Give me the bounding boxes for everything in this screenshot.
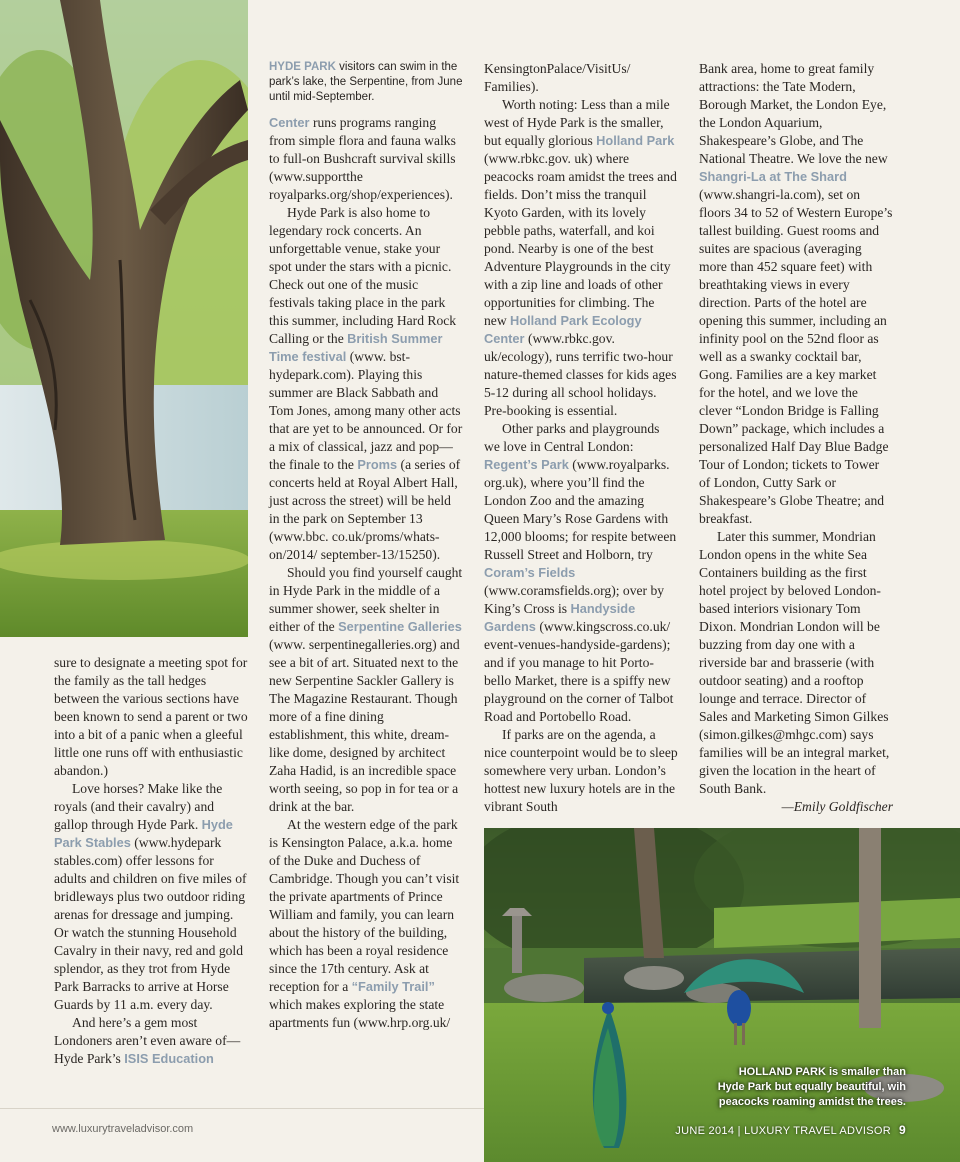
highlight-shangri-la: Shangri-La at The Shard [699,169,847,184]
highlight-corams-fields: Coram’s Fields [484,565,576,580]
paragraph [699,60,893,528]
text-run: (www. serpentinegalleries.org) and see a bit of art. Situated next to the new Serpentine Sackler Gallery is The Magazine Restaurant. Though more of a fine dining establishment, this white, dream-like dome, designed by architect Zaha Hadid, is an incredible space worth seeing, so pop in for tea or a drink at the bar. [269,637,460,814]
text-run: (www.shangri-la.com), set on floors 34 to 52 of Western Europe’s tallest building. Guest rooms and suites are spacious (averaging more than 452 square feet) with breathtaking views in every direction. Parts of the hotel are opening this summer, including an infinity pool on the 52nd floor as well as a swanky cocktail bar, Gong. Families are a key market for the hotel, and we love the clever “London Bridge is Falling Down” package, which includes a personalized Half Day Blue Badge Tour of London; tickets to Tower of London, Cutty Sark or Shakespeare’s Globe Theatre; and breakfast. [699,187,893,526]
paragraph: sure to designate a meeting spot for the family as the tall hedges between the various sections have been known to send a parent or two into a bit of a panic when a gleeful little one runs off with enthusiastic abandon.) [54,655,248,778]
highlight-proms: Proms [357,457,398,472]
highlight-holland-park-ecology: Holland Park Ecology Center [484,313,642,346]
text-run: which makes exploring the state apartments fun (www.hrp.org.uk/ [269,997,451,1030]
article-column-2 [269,114,463,1032]
garden-photo [484,828,960,1162]
paragraph [269,114,463,204]
caption-lead: HYDE PARK [269,61,336,73]
footer-issue-text: JUNE 2014 | LUXURY TRAVEL ADVISOR [675,1125,892,1137]
paragraph [269,204,463,564]
photo-caption-line: peacocks roaming amidst the trees. [718,1096,906,1108]
photo-caption-line: HOLLAND PARK is smaller than [738,1066,906,1078]
highlight-holland-park: Holland Park [596,133,675,148]
footer-url: www.luxurytraveladvisor.com [52,1123,194,1135]
text-run: Other parks and playgrounds we love in Central London: [484,421,660,454]
highlight-hyde-park-stables: Hyde Park Stables [54,817,233,850]
caption-hyde-park [269,60,484,105]
text-run: (www. bst-hydepark.com). Playing this summer are Black Sabbath and Tom Jones, among many other acts that are yet to be announced. Or for a mix of classical, jazz and pop—the finale to the [269,349,463,472]
paragraph: If parks are on the agenda, a nice counterpoint would be to sleep somewhere very urban. London’s hottest new luxury hotels are in the vibrant South [484,727,678,814]
text-run: At the western edge of the park is Kensington Palace, a.k.a. home of the Duke and Duchess of Cambridge. Though you can’t visit the private apartments of Prince William and family, you can learn about the history of the building, which has been a royal residence since the 17th century. Ask at reception for a [269,817,460,994]
article-column-3 [484,60,678,816]
tree-photo [0,0,248,637]
text-run: Should you find yourself caught in Hyde Park in the middle of a summer shower, seek shelter in either of the [269,565,463,634]
highlight-serpentine-galleries: Serpentine Galleries [338,619,462,634]
paragraph [484,96,678,420]
text-run: (www.hydepark stables.com) offer lessons for adults and children on five miles of bridleways plus two outdoor riding arenas for dressage and jumping. Or watch the stunning Household Cavalry in their navy, red and gold splendor, as they trot from Hyde Park Barracks to arrive at Horse Guards by 11 a.m. every day. [54,835,247,1012]
paragraph: KensingtonPalace/VisitUs/ Families). [484,61,631,94]
text-run: Love horses? Make like the royals (and their cavalry) and gallop through Hyde Park. [54,781,223,832]
article-column-4 [699,60,893,816]
text-run: And here’s a gem most Londoners aren’t even aware of— Hyde Park’s [54,1015,241,1066]
photo-caption-line: Hyde Park but equally beautiful, wih [717,1081,906,1093]
paragraph: Later this summer, Mondrian London opens in the white Sea Containers building as the first hotel project by beloved London-based interiors visionary Tom Dixon. Mondrian London will be buzzing from day one with a riverside bar and brasserie (with outdoor seating) and a rooftop lounge and terrace. Director of Sales and Marketing Simon Gilkes (simon.gilkes@mhgc.com) says families will be an integral market, given the location in the heart of South Bank. [699,529,890,796]
article-column-1 [54,654,248,1068]
garden-photo-image [484,828,960,1162]
highlight-handyside-gardens: Handyside Gardens [484,601,636,634]
highlight-regents-park: Regent’s Park [484,457,569,472]
author-signature: —Emily Goldfischer [781,799,893,814]
paragraph [54,1014,248,1068]
page-number: 9 [899,1123,906,1137]
text-run: runs programs ranging from simple flora and fauna walks to full-on Bushcraft survival skills (www.supportthe royalparks.org/shop/experiences). [269,115,456,202]
paragraph [54,780,248,1014]
tree-photo-image [0,0,248,637]
photo-caption [718,1065,906,1110]
text-run: (a series of concerts held at Royal Albert Hall, just across the street) will be held in the park on September 13 (www.bbc. co.uk/proms/whats-on/2014/ september-13/15250). [269,457,461,562]
text-run: Worth noting: Less than a mile west of Hyde Park is the smaller, but equally glorious [484,97,670,148]
paragraph [269,816,463,1032]
highlight-center: Center [269,115,310,130]
footer-issue [675,1123,906,1137]
highlight-isis-education: ISIS Education [124,1051,214,1066]
highlight-family-trail: “Family Trail” [351,979,435,994]
text-run: (www.kingscross.co.uk/ event-venues-handyside-gardens); and if you manage to hit Porto-bello Market, there is a spiffy new playground on the corner of Talbot Road and Portobello Road. [484,619,674,724]
paragraph [484,420,678,726]
text-run: (www.coramsfields.org); over by King’s Cross is [484,583,665,616]
text-run: (www.rbkc.gov. uk) where peacocks roam amidst the trees and fields. Don’t miss the tranquil Kyoto Garden, with its lovely pebble paths, waterfall, and koi pond. Nearby is one of the best Adventure Playgrounds in the city with a zip line and loads of other opportunities for climbing. The new [484,151,677,328]
paragraph [269,564,463,816]
highlight-british-summer-time: British Summer Time festival [269,331,443,364]
caption-text: visitors can swim in the park’s lake, the Serpentine, from June until mid-September. [269,61,463,103]
footer-divider [0,1108,484,1109]
text-run: (www.royalparks. org.uk), where you’ll find the London Zoo and the amazing Queen Mary’s Rose Gardens with 12,000 blooms; for respite between Russell Street and Holborn, try [484,457,677,562]
text-run: (www.rbkc.gov. uk/ecology), runs terrific two-hour nature-themed classes for kids ages 5-12 during all school holidays. Pre-booking is essential. [484,331,677,418]
text-run: Hyde Park is also home to legendary rock concerts. An unforgettable venue, stake your spot under the stars with a picnic. Check out one of the music festivals taking place in the park this summer, including Hard Rock Calling or the [269,205,457,346]
text-run: Bank area, home to great family attractions: the Tate Modern, Borough Market, the London Eye, the London Aquarium, Shakespeare’s Globe, and The National Theatre. We love the new [699,61,888,166]
